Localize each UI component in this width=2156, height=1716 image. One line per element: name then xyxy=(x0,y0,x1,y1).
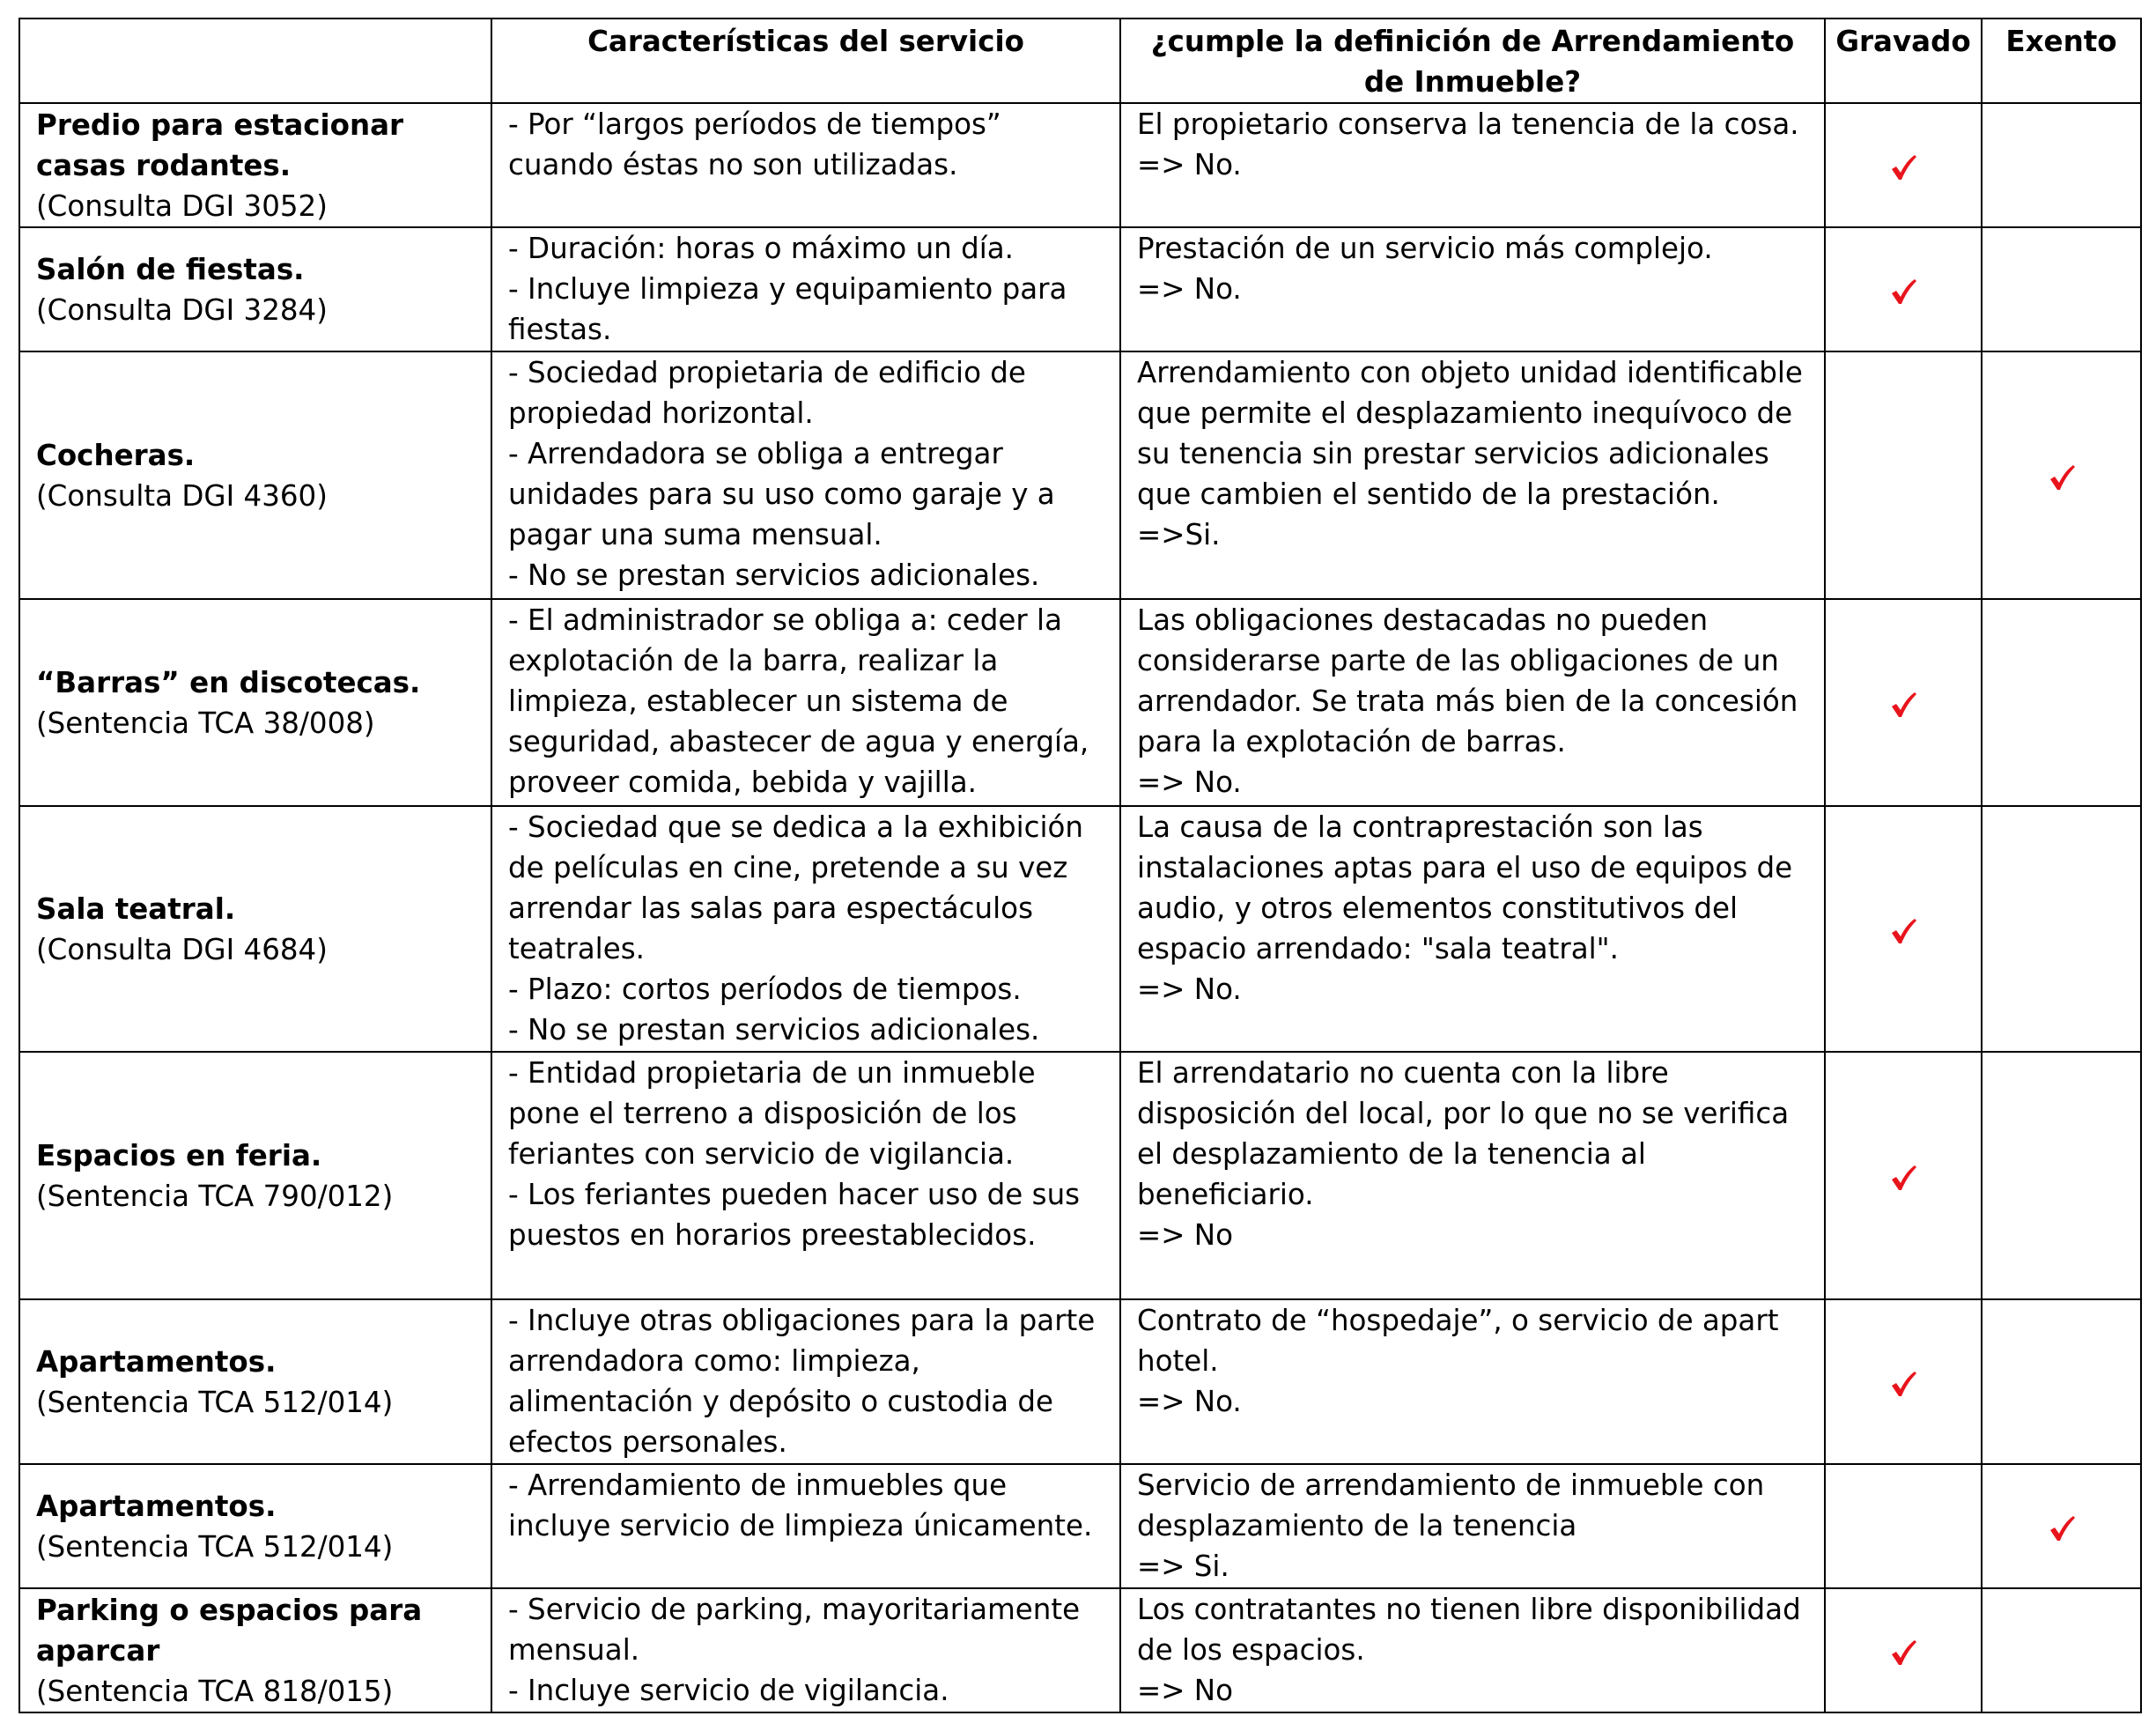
caracteristica-item: - Incluye limpieza y equipamiento para fiestas. xyxy=(508,272,1067,346)
header-gravado: Gravado xyxy=(1825,18,1982,103)
row-subject-reference: (Consulta DGI 3052) xyxy=(36,189,328,223)
cumple-line: => No xyxy=(1137,1674,1233,1707)
row-exento-cell xyxy=(1982,227,2141,351)
table-body xyxy=(19,103,2141,1712)
caracteristica-item: - Incluye otras obligaciones para la parte arrendadora como: limpieza, alimentación y depósito o custodia de efectos personales. xyxy=(508,1304,1096,1459)
cumple-line: Contrato de “hospedaje”, o servicio de apart hotel. xyxy=(1137,1304,1779,1378)
exento-check-icon xyxy=(2048,1514,2076,1542)
row-subject-name: Cocheras. xyxy=(36,438,196,472)
row-cumple-cell xyxy=(1120,599,1825,806)
cumple-line: Las obligaciones destacadas no pueden considerarse parte de las obligaciones de un arrendador. Se trata más bien de la concesión para la explotación de barras. xyxy=(1137,603,1798,758)
row-subject-name: Salón de fiestas. xyxy=(36,252,305,286)
table-row xyxy=(19,1464,2141,1588)
gravado-check-icon xyxy=(1889,691,1917,719)
cumple-line: =>Si. xyxy=(1137,518,1221,551)
row-subject-cell xyxy=(19,1464,491,1588)
row-cumple-cell xyxy=(1120,351,1825,599)
row-cumple-cell xyxy=(1120,1588,1825,1712)
caracteristica-item: - Arrendamiento de inmuebles que incluye servicio de limpieza únicamente. xyxy=(508,1468,1093,1542)
cumple-line: => No. xyxy=(1137,766,1242,799)
row-subject-name: “Barras” en discotecas. xyxy=(36,665,421,699)
row-exento-cell xyxy=(1982,351,2141,599)
row-cumple-cell xyxy=(1120,103,1825,227)
row-caracteristicas-cell xyxy=(491,103,1120,227)
row-subject-name: Parking o espacios para aparcar xyxy=(36,1593,423,1668)
cumple-line: => Si. xyxy=(1137,1550,1229,1583)
caracteristica-item: - Sociedad propietaria de edificio de propiedad horizontal. xyxy=(508,356,1026,430)
cumple-line: => No. xyxy=(1137,272,1242,306)
cumple-line: El propietario conserva la tenencia de la cosa. xyxy=(1137,107,1799,141)
gravado-check-icon xyxy=(1889,1638,1917,1667)
row-subject-name: Espacios en feria. xyxy=(36,1138,322,1172)
table-row xyxy=(19,599,2141,806)
row-subject-cell xyxy=(19,599,491,806)
row-subject-cell xyxy=(19,103,491,227)
gravado-check-icon xyxy=(1889,153,1917,181)
row-subject-name: Predio para estacionar casas rodantes. xyxy=(36,107,404,182)
row-cumple-cell xyxy=(1120,1299,1825,1464)
row-caracteristicas-cell xyxy=(491,1464,1120,1588)
row-gravado-cell xyxy=(1825,351,1982,599)
services-table xyxy=(18,18,2142,1713)
row-subject-name: Apartamentos. xyxy=(36,1489,277,1523)
cumple-line: Servicio de arrendamiento de inmueble con desplazamiento de la tenencia xyxy=(1137,1468,1765,1542)
exento-check-icon xyxy=(2048,463,2076,492)
row-exento-cell xyxy=(1982,1299,2141,1464)
table-row xyxy=(19,1299,2141,1464)
row-gravado-cell xyxy=(1825,103,1982,227)
row-subject-cell xyxy=(19,1588,491,1712)
cumple-line: => No. xyxy=(1137,148,1242,181)
header-exento: Exento xyxy=(1982,18,2141,103)
row-subject-reference: (Sentencia TCA 818/015) xyxy=(36,1674,394,1708)
row-subject-cell xyxy=(19,227,491,351)
table-row xyxy=(19,227,2141,351)
row-cumple-cell xyxy=(1120,806,1825,1052)
row-gravado-cell xyxy=(1825,1052,1982,1299)
cumple-line: => No. xyxy=(1137,973,1242,1006)
header-empty xyxy=(19,18,491,103)
header-cumple: ¿cumple la definición de Arrendamiento de Inmueble? xyxy=(1120,18,1825,103)
row-subject-reference: (Consulta DGI 4684) xyxy=(36,932,328,966)
row-exento-cell xyxy=(1982,1464,2141,1588)
row-subject-name: Apartamentos. xyxy=(36,1344,277,1379)
row-subject-cell xyxy=(19,806,491,1052)
table-row xyxy=(19,351,2141,599)
row-subject-cell xyxy=(19,351,491,599)
row-gravado-cell xyxy=(1825,599,1982,806)
row-subject-reference: (Sentencia TCA 38/008) xyxy=(36,706,375,740)
cumple-line: Prestación de un servicio más complejo. xyxy=(1137,232,1713,265)
row-gravado-cell xyxy=(1825,227,1982,351)
caracteristica-item: - Sociedad que se dedica a la exhibición de películas en cine, pretende a su vez arrendar las salas para espectáculos teatrales. xyxy=(508,810,1084,965)
caracteristica-item: - Duración: horas o máximo un día. xyxy=(508,232,1015,265)
caracteristica-item: - Los feriantes pueden hacer uso de sus puestos en horarios preestablecidos. xyxy=(508,1178,1081,1252)
row-exento-cell xyxy=(1982,103,2141,227)
caracteristica-item: - No se prestan servicios adicionales. xyxy=(508,1013,1040,1047)
header-row xyxy=(19,18,2141,103)
row-gravado-cell xyxy=(1825,1588,1982,1712)
caracteristica-item: - Plazo: cortos períodos de tiempos. xyxy=(508,973,1022,1006)
row-cumple-cell xyxy=(1120,1052,1825,1299)
gravado-check-icon xyxy=(1889,277,1917,306)
row-caracteristicas-cell xyxy=(491,1588,1120,1712)
row-exento-cell xyxy=(1982,1052,2141,1299)
table-row xyxy=(19,1052,2141,1299)
caracteristica-item: - Entidad propietaria de un inmueble pone el terreno a disposición de los feriantes con servicio de vigilancia. xyxy=(508,1056,1036,1171)
table-row xyxy=(19,1588,2141,1712)
row-subject-cell xyxy=(19,1052,491,1299)
caracteristica-item: - El administrador se obliga a: ceder la explotación de la barra, realizar la limpieza, establecer un sistema de seguridad, abastecer de agua y energía, proveer comida, bebida y vajilla. xyxy=(508,603,1089,799)
row-exento-cell xyxy=(1982,599,2141,806)
table-row xyxy=(19,103,2141,227)
row-subject-cell xyxy=(19,1299,491,1464)
cumple-line: => No xyxy=(1137,1218,1233,1252)
row-gravado-cell xyxy=(1825,806,1982,1052)
row-exento-cell xyxy=(1982,1588,2141,1712)
caracteristica-item: - Por “largos períodos de tiempos” cuando éstas no son utilizadas. xyxy=(508,107,1001,181)
cumple-line: Los contratantes no tienen libre disponibilidad de los espacios. xyxy=(1137,1593,1801,1667)
header-caracteristicas: Características del servicio xyxy=(491,18,1120,103)
row-subject-reference: (Sentencia TCA 512/014) xyxy=(36,1529,394,1564)
gravado-check-icon xyxy=(1889,917,1917,945)
gravado-check-icon xyxy=(1889,1370,1917,1398)
row-gravado-cell xyxy=(1825,1299,1982,1464)
row-caracteristicas-cell xyxy=(491,227,1120,351)
cumple-line: La causa de la contraprestación son las instalaciones aptas para el uso de equipos de audio, y otros elementos constitutivos del espacio arrendado: "sala teatral". xyxy=(1137,810,1793,965)
row-exento-cell xyxy=(1982,806,2141,1052)
row-caracteristicas-cell xyxy=(491,1299,1120,1464)
row-subject-name: Sala teatral. xyxy=(36,891,236,926)
row-subject-reference: (Sentencia TCA 790/012) xyxy=(36,1179,394,1213)
row-cumple-cell xyxy=(1120,1464,1825,1588)
table-row xyxy=(19,806,2141,1052)
row-subject-reference: (Consulta DGI 4360) xyxy=(36,478,328,513)
row-caracteristicas-cell xyxy=(491,351,1120,599)
caracteristica-item: - Servicio de parking, mayoritariamente mensual. xyxy=(508,1593,1081,1667)
row-subject-reference: (Sentencia TCA 512/014) xyxy=(36,1385,394,1419)
row-subject-reference: (Consulta DGI 3284) xyxy=(36,292,328,327)
row-caracteristicas-cell xyxy=(491,599,1120,806)
cumple-line: Arrendamiento con objeto unidad identificable que permite el desplazamiento inequívoco de su tenencia sin prestar servicios adicionales que cambien el sentido de la prestación. xyxy=(1137,356,1803,511)
cumple-line: El arrendatario no cuenta con la libre disposición del local, por lo que no se verifica el desplazamiento de la tenencia al beneficiario. xyxy=(1137,1056,1790,1211)
cumple-line: => No. xyxy=(1137,1385,1242,1418)
caracteristica-item: - No se prestan servicios adicionales. xyxy=(508,558,1040,592)
row-gravado-cell xyxy=(1825,1464,1982,1588)
caracteristica-item: - Arrendadora se obliga a entregar unidades para su uso como garaje y a pagar una suma mensual. xyxy=(508,437,1055,551)
caracteristica-item: - Incluye servicio de vigilancia. xyxy=(508,1674,949,1707)
row-cumple-cell xyxy=(1120,227,1825,351)
row-caracteristicas-cell xyxy=(491,806,1120,1052)
gravado-check-icon xyxy=(1889,1164,1917,1192)
row-caracteristicas-cell xyxy=(491,1052,1120,1299)
